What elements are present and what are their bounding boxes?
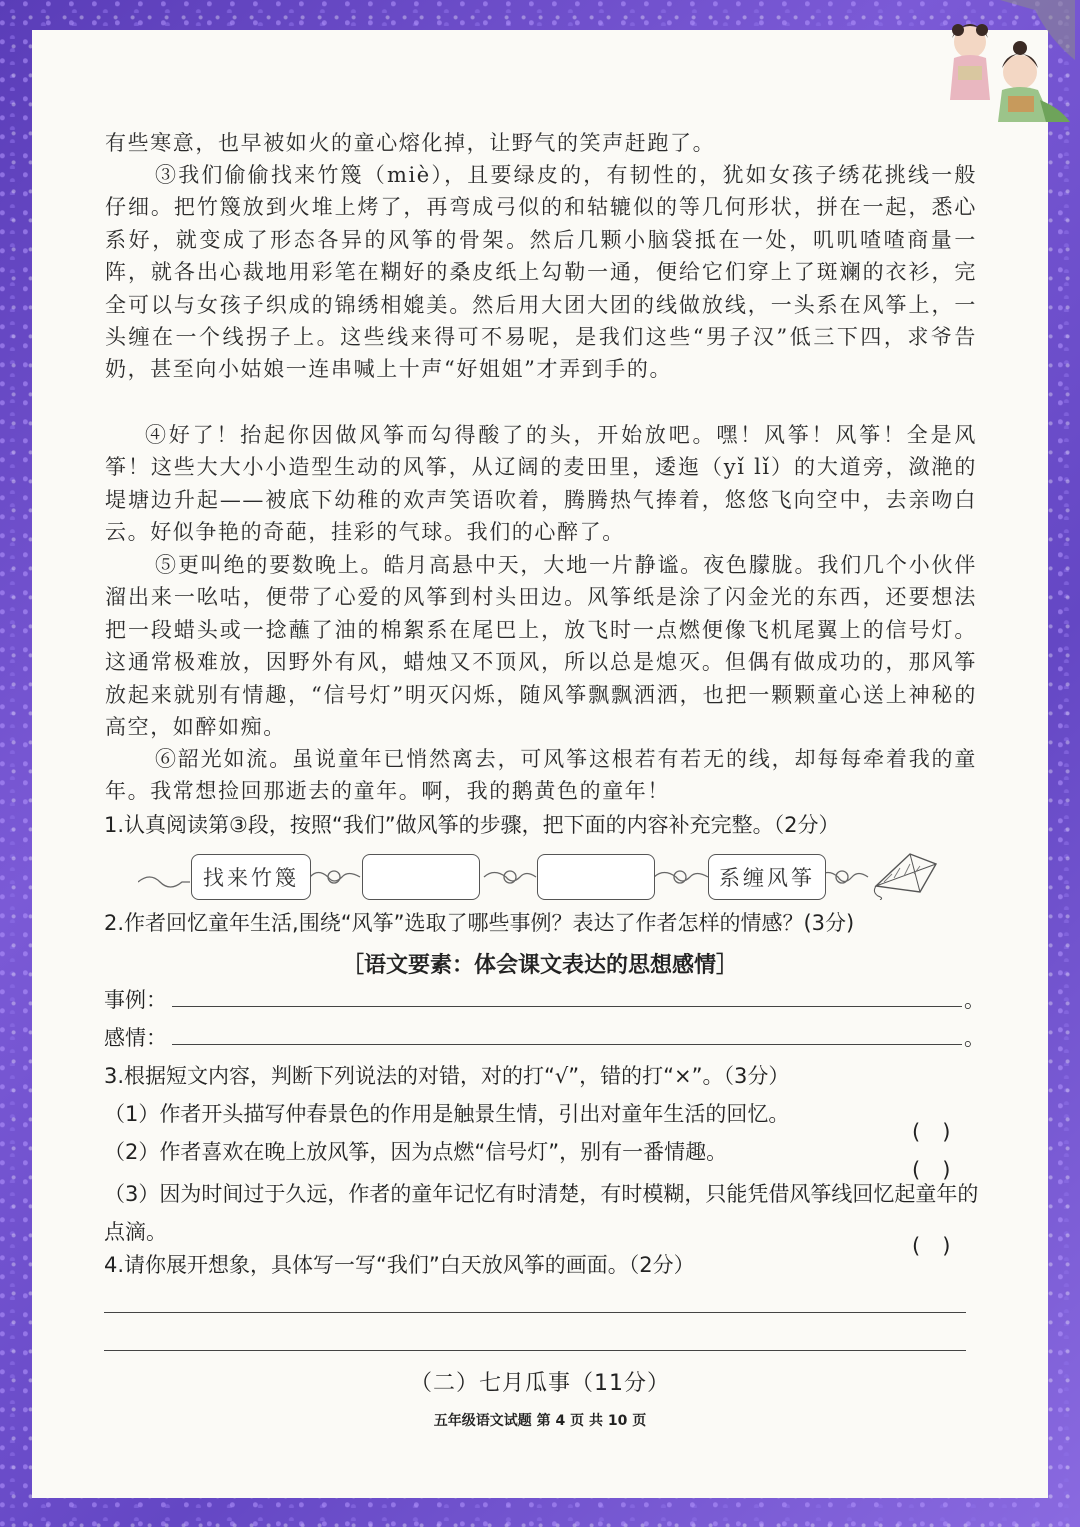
example-period: 。 — [964, 988, 985, 1012]
answer-paren-3[interactable]: () — [912, 1234, 973, 1258]
question-2: 2.作者回忆童年生活,围绕“风筝”选取了哪些事例？表达了作者怎样的情感？(3分) — [104, 911, 855, 935]
writing-line-2[interactable] — [104, 1350, 966, 1351]
answer-paren-1[interactable]: () — [912, 1120, 973, 1144]
feeling-answer-line[interactable] — [172, 1044, 962, 1045]
statement-2: （2）作者喜欢在晚上放风筝，因为点燃“信号灯”，别有一番情趣。 — [104, 1140, 728, 1164]
passage-paragraph-4: ④好了！抬起你因做风筝而勾得酸了的头，开始放吧。嘿！风筝！风筝！全是风筝！这些大大小小造型生动的风筝，从辽阔的麦田里，逶迤（yǐ lǐ）的大道旁，潋滟的堤塘边升起——被底下幼稚的欢声笑语吹着，腾腾热气捧着，悠悠飞向空中，去亲吻白云。好似争艳的奇葩，挂彩的气球。我们的心醉了。 — [105, 423, 977, 545]
language-element-banner: ［语文要素：体会课文表达的思想感情］ — [341, 953, 738, 978]
kite-icon — [870, 848, 942, 900]
page-footer: 五年级语文试题 第 4 页 共 10 页 — [433, 1413, 647, 1429]
passage-paragraph-3: ③我们偷偷找来竹篾（miè），且要绿皮的，有韧性的，犹如女孩子绣花挑线一般仔细。把竹篾放到火堆上烤了，再弯成弓似的和轱辘似的等几何形状，拼在一起，悉心系好，就变成了形态各异的风筝的骨架。然后几颗小脑袋抵在一处，叽叽喳喳商量一阵，就各出心裁地用彩笔在糊好的桑皮纸上勾勒一通，便给它们穿上了斑斓的衣衫，完全可以与女孩子织成的锦绣相媲美。然后用大团大团的线做放线，一头系在风筝上，一头缠在一个线拐子上。这些线来得可不易呢，是我们这些“男子汉”低三下四，求爷告奶，甚至向小姑娘一连串喊上十声“好姐姐”才弄到手的。 — [105, 163, 977, 382]
statement-1: （1）作者开头描写仲春景色的作用是触景生情，引出对童年生活的回忆。 — [104, 1102, 790, 1126]
writing-line-1[interactable] — [104, 1312, 966, 1313]
step-box-4: 系缠风筝 — [708, 854, 826, 900]
section-title: （二）七月瓜事（11分） — [410, 1371, 670, 1396]
question-1: 1.认真阅读第③段，按照“我们”做风筝的步骤，把下面的内容补充完整。（2分） — [104, 813, 840, 837]
example-answer-line[interactable] — [172, 1006, 962, 1007]
passage-paragraph-5: ⑤更叫绝的要数晚上。皓月高悬中天，大地一片静谧。夜色朦胧。我们几个小伙伴溜出来一吆咕，便带了心爱的风筝到村头田边。风筝纸是涂了闪金光的东西，还要想法把一段蜡头或一捻蘸了油的棉絮系在尾巴上，放飞时一点燃便像飞机尾翼上的信号灯。这通常极难放，因野外有风，蜡烛又不顶风，所以总是熄灭。但偶有做成功的，那风筝放起来就别有情趣，“信号灯”明灭闪烁，随风筝飘飘洒洒，也把一颗颗童心送上神秘的高空，如醉如痴。 — [105, 553, 977, 740]
children-reading-illustration — [940, 0, 1075, 128]
step-box-3-blank[interactable] — [537, 854, 655, 900]
passage-paragraph-continued: 有些寒意，也早被如火的童心熔化掉，让野气的笑声赶跑了。 — [105, 131, 716, 155]
question-3: 3.根据短文内容，判断下列说法的对错，对的打“√”，错的打“×”。（3分） — [104, 1064, 790, 1088]
answer-paren-2[interactable]: () — [912, 1158, 973, 1182]
feeling-label: 感情： — [104, 1026, 167, 1050]
step-box-1: 找来竹篾 — [191, 854, 311, 900]
feeling-period: 。 — [964, 1026, 985, 1050]
passage-paragraph-6: ⑥韶光如流。虽说童年已悄然离去，可风筝这根若有若无的线，却每每牵着我的童年。我常想捡回那逝去的童年。啊，我的鹅黄色的童年！ — [105, 747, 977, 804]
question-4: 4.请你展开想象，具体写一写“我们”白天放风筝的画面。（2分） — [104, 1253, 695, 1277]
statement-3: （3）因为时间过于久远，作者的童年记忆有时清楚，有时模糊，只能凭借风筝线回忆起童年的点滴。 — [104, 1182, 979, 1244]
step-box-2-blank[interactable] — [362, 854, 480, 900]
example-label: 事例： — [104, 988, 167, 1012]
